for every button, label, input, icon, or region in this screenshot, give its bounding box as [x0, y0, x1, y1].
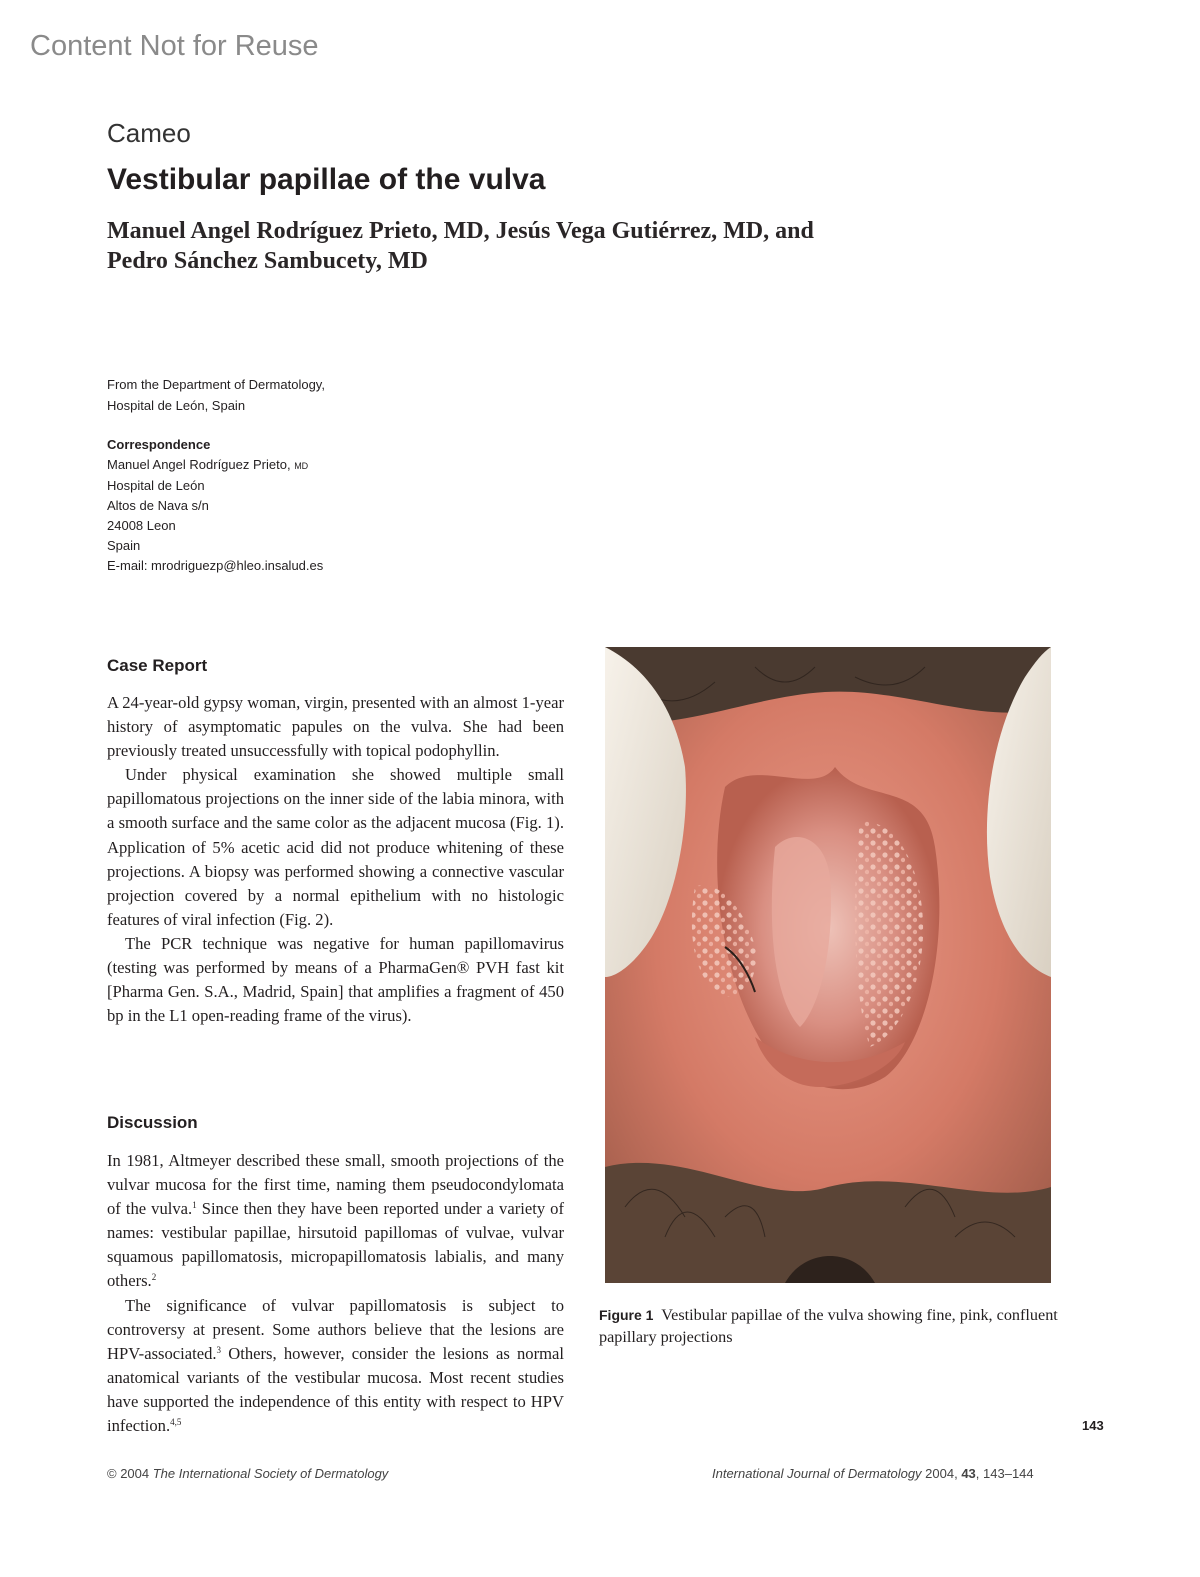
correspondence-line: Spain	[107, 538, 141, 553]
author-list	[107, 216, 867, 276]
section-label: Cameo	[107, 118, 191, 148]
author-3-degree: MD	[387, 248, 428, 274]
affiliation-line: Hospital de León, Spain	[107, 397, 246, 413]
correspondence-email[interactable]: E-mail: mrodriguezp@hleo.insalud.es	[107, 558, 324, 573]
figure-caption	[599, 1304, 1059, 1348]
text-run: The significance of vulvar papillomatosis is subject to controversy at present. Some authors believe that the lesions are HPV-associated.	[107, 1295, 564, 1363]
discussion-heading: Discussion	[107, 1113, 198, 1132]
footer-year: © 2004	[107, 1466, 153, 1481]
reference-marker: 1	[192, 1200, 197, 1211]
correspondence-name-line	[107, 455, 323, 476]
footer-citation	[712, 1466, 1034, 1481]
author-3: , and Pedro Sánchez Sambucety,	[107, 218, 814, 274]
correspondence-line: Altos de Nava s/n	[107, 498, 209, 513]
footer-pages: , 143–144	[975, 1466, 1034, 1481]
footer-society: The International Society of Dermatology	[152, 1466, 389, 1481]
case-report-body	[107, 691, 564, 1028]
text-run: In 1981, Altmeyer described these small, smooth projections of the vulvar mucosa for the first time, naming them pseudocondylomata of the vulva.	[107, 1151, 564, 1219]
footer-cite-year: 2004,	[921, 1466, 962, 1481]
text-run: Since then they have been reported under a variety of names: vestibular papillae, hirsutoid papillomas of vulvae, vulvar squamous papillomatosis, micropapillomatosis labialis, and many others.	[107, 1199, 564, 1291]
footer-journal: International Journal of Dermatology	[712, 1466, 922, 1481]
paragraph: A 24-year-old gypsy woman, virgin, presented with an almost 1-year history of asymptomatic papules on the vulva. She had been previously treated unsuccessfully with topical podophyllin.	[107, 693, 564, 761]
case-report-heading: Case Report	[107, 656, 208, 675]
text-run: Others, however, consider the lesions as normal anatomical variants of the vestibular mucosa. Most recent studies have supported the independence of this entity with respect to HPV infection.	[107, 1343, 564, 1436]
correspondence-heading: Correspondence	[107, 437, 211, 452]
discussion-body	[107, 1149, 564, 1438]
figure-caption-text: Vestibular papillae of the vulva showing fine, pink, confluent papillary projections	[599, 1306, 1058, 1346]
correspondence-line: 24008 Leon	[107, 518, 176, 533]
reference-marker: 2	[151, 1272, 157, 1283]
author-1: Manuel Angel Rodríguez Prieto,	[107, 218, 438, 244]
paragraph	[107, 1149, 564, 1294]
watermark: Content Not for Reuse	[30, 30, 319, 62]
footer-copyright	[107, 1466, 388, 1481]
correspondence-degree: MD	[294, 461, 309, 471]
paragraph: The PCR technique was negative for human papillomavirus (testing was performed by means of a PharmaGen® PVH fast kit [Pharma Gen. S.A., Madrid, Spain] that amplifies a fragment of 450 bp in the L1 open-reading frame of the virus).	[107, 933, 564, 1026]
paragraph: Under physical examination she showed multiple small papillomatous projections on the inner side of the labia minora, with a smooth surface and the same color as the adjacent mucosa (Fig. 1). Application of 5% acetic acid did not produce whitening of these projections. A biopsy was performed showing a connective vascular projection covered by a normal epithelium with no histologic features of viral infection (Fig. 2).	[107, 765, 564, 929]
page-number: 143	[1082, 1418, 1104, 1433]
reference-marker: 4,5	[170, 1417, 182, 1428]
footer-volume: 43	[961, 1466, 976, 1481]
author-2: , Jesús Vega Gutiérrez,	[483, 218, 718, 244]
figure-label: Figure 1	[599, 1307, 654, 1323]
clinical-photo	[605, 647, 1051, 1283]
affiliation-line: From the Department of Dermatology,	[107, 377, 325, 392]
author-1-degree: MD	[443, 218, 484, 244]
author-2-degree: MD	[723, 218, 764, 244]
correspondence	[107, 435, 323, 576]
paragraph	[107, 1294, 564, 1439]
correspondence-line: Hospital de León	[107, 478, 205, 493]
affiliation	[107, 375, 325, 416]
reference-marker: 3	[216, 1344, 222, 1355]
correspondence-name: Manuel Angel Rodríguez Prieto,	[107, 457, 291, 472]
article-title: Vestibular papillae of the vulva	[107, 163, 546, 196]
